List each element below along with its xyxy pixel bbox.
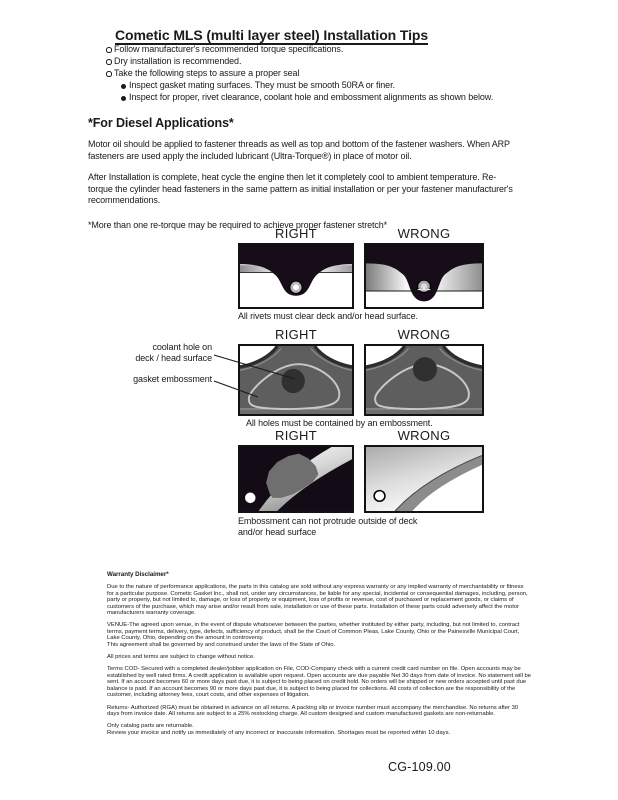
legal-paragraph: VENUE-The agreed upon venue, in the event of dispute whatsoever between the parties, whether instituted by either party, including, but not limited to, contract terms, payment terms, delivery, type, defects, sufficiency of product, shall be the Court of Common Pleas, Lake County, Ohio or the Painesville Municipal Court, Lake County, Ohio, depending on the amount in controversy. (107, 622, 520, 642)
wrong-label: WRONG (397, 428, 451, 443)
legal-paragraph: Only catalog parts are returnable. (107, 723, 194, 730)
tip-subitem (121, 91, 493, 103)
rivet-wrong-diagram (366, 245, 482, 307)
caption-line: and/or head surface (238, 526, 317, 537)
warranty-disclaimer-heading: Warranty Disclaimer* (107, 571, 169, 578)
tip-item (106, 67, 493, 79)
embossment-wrong-diagram (366, 447, 482, 511)
legal-paragraph: Terms COD- Secured with a completed dealer/jobber application on File, COD-Company check with a current credit card number on file. Open accounts may be established by well rated firms. A credit application is available upon request. Open accounts are due payable Net 30 days from date of invoice. No statement will be sent. If an account becomes 60 or more days past due, it is subject to being placed on credit hold. No orders will be shipped or new orders accepted until past due balance is paid. If an account becomes 90 or more days past due, it is subject to being placed for collections. All costs of collection are the responsibility of the customer, including attorney fees, court costs, and other expenses of litigation. (107, 666, 532, 699)
coolant-hole-annotation (88, 342, 212, 364)
coolant-hole (413, 357, 437, 381)
legal-paragraph: Due to the nature of performance applications, the parts in this catalog are sold without any express warranty or any implied warranty of merchantability or fitness for a particular purpose. Cometic Gasket Inc., shall not, under any circumstances, be liable for any special, incidental or consequential damages, including, person, party or property, but not limited to, damage, or loss of property or equipment, loss of profits or revenue, cost of purchased or replacement goods, or claims of customers of the purchase, which may arise and/or result from sale, installation or use of these parts. Installation of these parts could adversely affect the motor manufacturers warranty coverage. (107, 584, 528, 617)
diesel-section (88, 116, 518, 241)
holes-caption: All holes must be contained by an embossment. (246, 418, 433, 428)
legal-section (107, 572, 531, 742)
installation-tips-list (106, 43, 493, 103)
open-bullet-icon (106, 47, 112, 53)
retorque-note: *More than one re-torque may be required to achieve proper fastener stretch* (88, 219, 388, 230)
diesel-heading: *For Diesel Applications* (88, 116, 234, 130)
embossment-caption (238, 516, 468, 537)
coolant-hole (282, 369, 305, 393)
gasket-embossment-annotation: gasket embossment (133, 374, 212, 384)
open-bullet-icon (106, 59, 112, 65)
legal-paragraph: Returns- Authorized (RGA) must be obtained in advance on all returns. A packing slip or invoice number must accompany the merchandise. No returns after 30 days from invoice date. All returns are subject to a 25% restocking charge. All custom designed and custom manufactured gaskets are non-returnable. (107, 704, 519, 717)
rivet-wrong-panel (364, 243, 484, 309)
tip-text: Take the following steps to assure a proper seal (114, 68, 300, 78)
legal-paragraph: This agreement shall be governed by and construed under the laws of the State of Ohio. (107, 641, 336, 648)
bolt-hole (245, 493, 255, 504)
rivet-caption: All rivets must clear deck and/or head surface. (238, 311, 418, 321)
filled-bullet-icon (121, 96, 126, 101)
tip-item (106, 55, 493, 67)
legal-paragraph: Review your invoice and notify us immediately of any incorrect or inaccurate information. Shortages must be reported within 10 days. (107, 729, 451, 736)
bottom-strip (240, 410, 352, 414)
tip-item (106, 43, 493, 55)
embossment-right-panel (238, 445, 354, 513)
bolt-hole (374, 491, 385, 502)
coolant-wrong-panel (364, 344, 484, 416)
coolant-right-panel (238, 344, 354, 416)
right-label: RIGHT (275, 226, 317, 241)
right-label: RIGHT (275, 327, 317, 342)
page-code: CG-109.00 (388, 760, 451, 774)
embossment-wrong-panel (364, 445, 484, 513)
page-title: Cometic MLS (multi layer steel) Installation Tips (115, 27, 429, 43)
legal-paragraph: All prices and terms are subject to change without notice. (107, 654, 255, 661)
tip-text: Inspect for proper, rivet clearance, coolant hole and embossment alignments as shown below. (129, 92, 494, 102)
filled-bullet-icon (121, 84, 126, 89)
diesel-paragraph: After Installation is complete, heat cycle the engine then let it completely cool to ambient temperature. Re-torque the cylinder head fasteners in the same pattern as initial installation or per your fastener manufacturer's recommendations. (88, 172, 513, 205)
open-bullet-icon (106, 71, 112, 77)
tip-subitem (121, 79, 493, 91)
wrong-label: WRONG (397, 327, 451, 342)
wrong-label: WRONG (397, 226, 451, 241)
rivet-right-panel (238, 243, 354, 309)
tip-text: Dry installation is recommended. (114, 56, 242, 66)
tip-text: Inspect gasket mating surfaces. They must be smooth 50RA or finer. (129, 80, 395, 90)
annotation-line: deck / head surface (135, 353, 212, 363)
bottom-strip (366, 410, 482, 414)
right-label: RIGHT (275, 428, 317, 443)
diesel-paragraph: Motor oil should be applied to fastener threads as well as top and bottom of the fastener washers. When ARP fasteners are used apply the included lubricant (Ultra-Torque®) in place of motor oil. (88, 139, 510, 161)
annotation-line: coolant hole on (152, 342, 212, 352)
rivet-center (293, 284, 299, 290)
rivet-center (421, 283, 427, 289)
caption-line: Embossment can not protrude outside of deck (238, 516, 418, 526)
coolant-wrong-diagram (366, 346, 482, 414)
tip-text: Follow manufacturer's recommended torque specifications. (114, 44, 344, 54)
embossment-right-diagram (240, 447, 352, 511)
rivet-right-diagram (240, 245, 352, 307)
coolant-right-diagram (240, 346, 352, 414)
